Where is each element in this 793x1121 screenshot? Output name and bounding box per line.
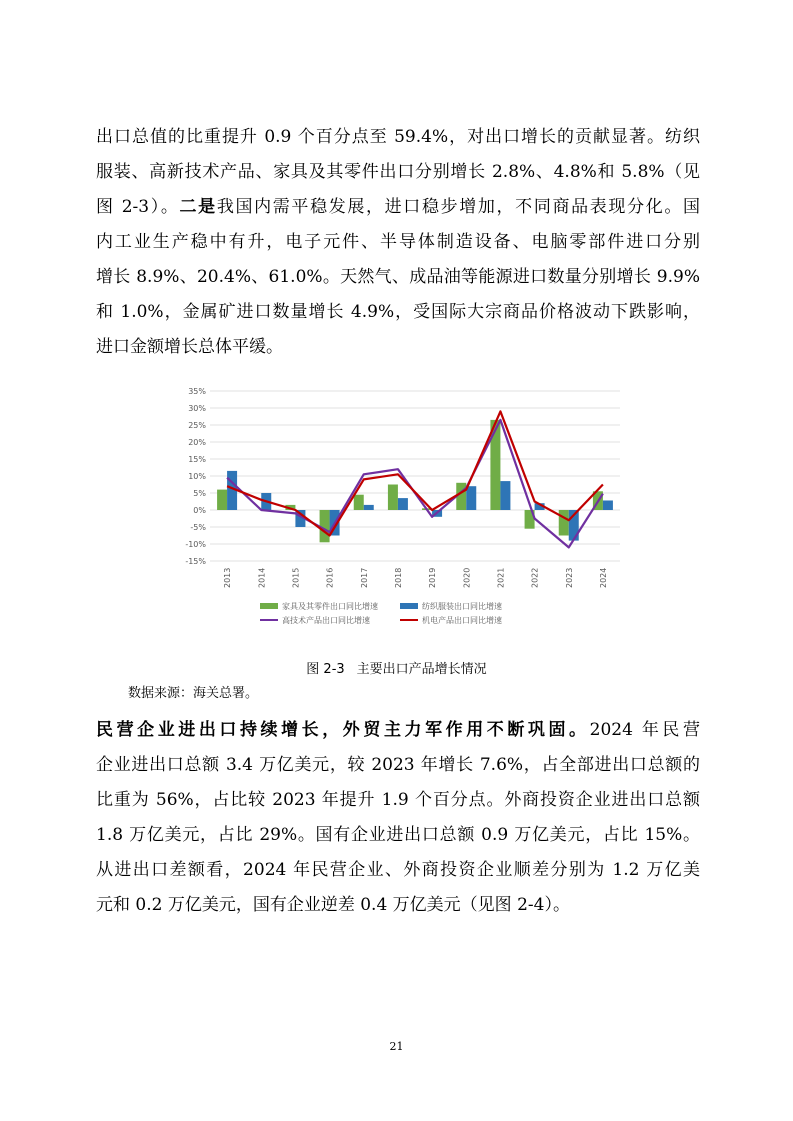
x-tick-label: 2015 <box>291 567 301 588</box>
y-tick-label: 15% <box>188 455 206 464</box>
text-line: 1.8 万亿美元，占比 29%。国有企业进出口总额 0.9 万亿美元，占比 15%。 <box>96 825 700 845</box>
series-line <box>227 420 603 548</box>
text-line: 进口金额增长总体平缓。 <box>96 337 283 357</box>
y-tick-label: -5% <box>190 523 206 532</box>
text-fragment: 我国内需平稳发展，进口稳步增加，不同商品表现分化。国 <box>216 197 701 217</box>
bar <box>354 495 364 510</box>
series-line <box>227 411 603 535</box>
text-line: 服装、高新技术产品、家具及其零件出口分别增长 2.8%、4.8%和 5.8%（见 <box>96 162 700 182</box>
bar <box>398 498 408 510</box>
legend-label: 纺织服装出口同比增速 <box>422 602 502 611</box>
text-line: 企业进出口总额 3.4 万亿美元，较 2023 年增长 7.6%，占全部进出口总额的 <box>96 755 700 775</box>
text-line <box>96 713 700 748</box>
bar <box>217 490 227 510</box>
bold-lead: 二是 <box>179 197 217 217</box>
bar <box>559 510 569 536</box>
x-tick-label: 2017 <box>359 567 369 588</box>
y-tick-label: 25% <box>188 421 206 430</box>
text-line: 从进出口差额看，2024 年民营企业、外商投资企业顺差分别为 1.2 万亿美 <box>96 860 700 880</box>
x-tick-label: 2018 <box>393 567 403 588</box>
x-tick-label: 2016 <box>325 567 335 588</box>
legend-label: 高技术产品出口同比增速 <box>282 616 370 625</box>
y-tick-label: -15% <box>185 557 206 566</box>
text-line <box>96 190 700 225</box>
x-tick-label: 2019 <box>428 567 438 588</box>
figure-number: 图 2-3 <box>306 662 345 677</box>
text-line: 元和 0.2 万亿美元，国有企业逆差 0.4 万亿美元（见图 2-4）。 <box>96 895 570 915</box>
legend-swatch <box>260 603 278 609</box>
y-tick-label: -10% <box>185 540 206 549</box>
figure-title: 主要出口产品增长情况 <box>356 662 487 677</box>
bar <box>388 485 398 511</box>
text-line: 和 1.0%，金属矿进口数量增长 4.9%，受国际大宗商品价格波动下跌影响， <box>96 302 700 322</box>
legend-label: 家具及其零件出口同比增速 <box>282 602 378 611</box>
legend-swatch <box>400 603 418 609</box>
text-fragment: 2024 年民营 <box>589 720 700 740</box>
x-tick-label: 2014 <box>257 567 267 588</box>
figure-caption <box>0 658 793 677</box>
x-tick-label: 2020 <box>462 567 472 588</box>
text-line: 出口总值的比重提升 0.9 个百分点至 59.4%，对出口增长的贡献显著。纺织 <box>96 127 700 147</box>
paragraph-private-enterprise <box>96 713 700 923</box>
data-source: 数据来源：海关总署。 <box>128 686 259 701</box>
legend-label: 机电产品出口同比增速 <box>422 616 502 625</box>
growth-chart <box>160 380 630 642</box>
x-tick-label: 2022 <box>530 567 540 588</box>
paragraph-export-structure <box>96 120 700 365</box>
y-tick-label: 10% <box>188 472 206 481</box>
x-tick-label: 2023 <box>564 567 574 588</box>
y-tick-label: 0% <box>193 506 206 515</box>
x-tick-label: 2021 <box>496 567 506 588</box>
y-tick-label: 35% <box>188 387 206 396</box>
text-line: 比重为 56%，占比较 2023 年提升 1.9 个百分点。外商投资企业进出口总额 <box>96 790 700 810</box>
bold-heading: 民营企业进出口持续增长，外贸主力军作用不断巩固。 <box>96 720 590 740</box>
text-line: 内工业生产稳中有升，电子元件、半导体制造设备、电脑零部件进口分别 <box>96 232 700 252</box>
text-fragment: 图 2-3）。 <box>96 197 180 217</box>
x-tick-label: 2024 <box>598 567 608 588</box>
bar <box>500 481 510 510</box>
bar <box>320 510 330 542</box>
x-tick-label: 2013 <box>223 567 233 588</box>
bar <box>364 505 374 510</box>
y-tick-label: 30% <box>188 404 206 413</box>
bar <box>603 500 613 510</box>
y-tick-label: 20% <box>188 438 206 447</box>
text-line: 增长 8.9%、20.4%、61.0%。天然气、成品油等能源进口数量分别增长 9.9% <box>96 267 700 287</box>
bar <box>466 486 476 510</box>
y-tick-label: 5% <box>193 489 206 498</box>
page-number: 21 <box>389 1040 404 1053</box>
